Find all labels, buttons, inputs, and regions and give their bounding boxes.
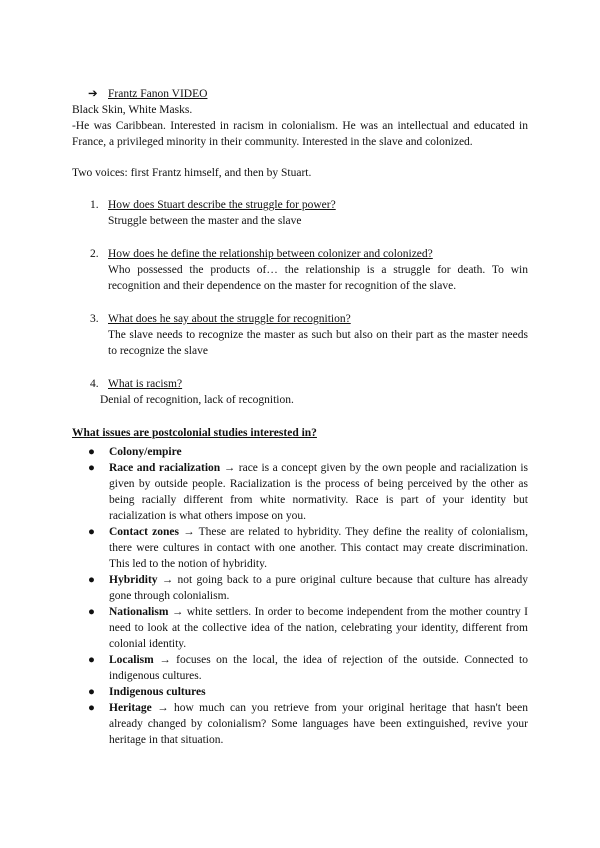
fanon-bio: -He was Caribbean. Interested in racism in colonialism. He was an intellectual and educated in France, a privileged minority in their community. Interested in the slave and colonized. xyxy=(72,120,528,148)
section-heading: What issues are postcolonial studies interested in? xyxy=(72,427,317,439)
bullet-icon: ● xyxy=(88,686,95,698)
question-number: 2. xyxy=(90,248,99,260)
bullet-icon: ● xyxy=(88,526,95,538)
arrow-icon: ➔ xyxy=(88,88,98,100)
bullet-term: Heritage xyxy=(109,702,152,714)
bullet-icon: ● xyxy=(88,606,95,618)
bullet-term: Colony/empire xyxy=(109,446,182,458)
bullet-icon: ● xyxy=(88,654,95,666)
bullet-icon: ● xyxy=(88,462,95,474)
bullet-term: Indigenous cultures xyxy=(109,686,206,698)
book-title: Black Skin, White Masks. xyxy=(72,104,193,116)
question-text: How does he define the relationship between colonizer and colonized? xyxy=(108,248,433,260)
bullet-icon: ● xyxy=(88,574,95,586)
bullet-term: Race and racialization xyxy=(109,462,221,474)
answer-text: Struggle between the master and the slave xyxy=(108,215,302,227)
bullet-icon: ● xyxy=(88,702,95,714)
question-number: 3. xyxy=(90,313,99,325)
question-text: How does Stuart describe the struggle for power? xyxy=(108,199,336,211)
bullet-text: → focuses on the local, the idea of rejection of the outside. Connected to indigenous cultures. xyxy=(109,654,528,682)
bullet-text: → not going back to a pure original culture because that culture has already gone through colonialism. xyxy=(109,574,528,602)
bullet-text: → race is a concept given by the own people and racialization is given by outside people. Racialization is the process of being perceived by the other as being racially different from white normativity. Race is part of your identity but racialization is what others impose on you. xyxy=(109,462,528,522)
question-text: What is racism? xyxy=(108,378,183,390)
answer-text: Who possessed the products of… the relationship is a struggle for death. To win recognition and their dependence on the master for recognition of the slave. xyxy=(108,264,528,292)
bullet-term: Contact zones xyxy=(109,526,179,538)
answer-text: The slave needs to recognize the master as such but also on their part as the master needs to recognize the slave xyxy=(108,329,528,357)
answer-text: Denial of recognition, lack of recognition. xyxy=(100,394,294,406)
video-link[interactable]: Frantz Fanon VIDEO xyxy=(108,88,208,100)
video-link-line xyxy=(88,86,207,102)
bullet-text: → how much can you retrieve from your original heritage that hasn't been already changed by colonialism? Some languages have been extinguished, revive your heritage in that situation. xyxy=(109,702,528,746)
question-text: What does he say about the struggle for recognition? xyxy=(108,313,351,325)
bullet-term: Nationalism xyxy=(109,606,169,618)
bullet-icon: ● xyxy=(88,446,95,458)
bullet-term: Hybridity xyxy=(109,574,158,586)
question-number: 4. xyxy=(90,378,99,390)
bullet-text: → These are related to hybridity. They define the reality of colonialism, there were cultures in contact with one another. This contact may create discrimination. This led to the notion of hybridity. xyxy=(109,526,529,570)
bullet-term: Localism xyxy=(109,654,154,666)
bullet-text: → white settlers. In order to become independent from the mother country I need to look at the collective idea of the nation, celebrating your identity, different from colonial identity. xyxy=(109,606,528,650)
question-number: 1. xyxy=(90,199,99,211)
two-voices-note: Two voices: first Frantz himself, and then by Stuart. xyxy=(72,167,312,179)
